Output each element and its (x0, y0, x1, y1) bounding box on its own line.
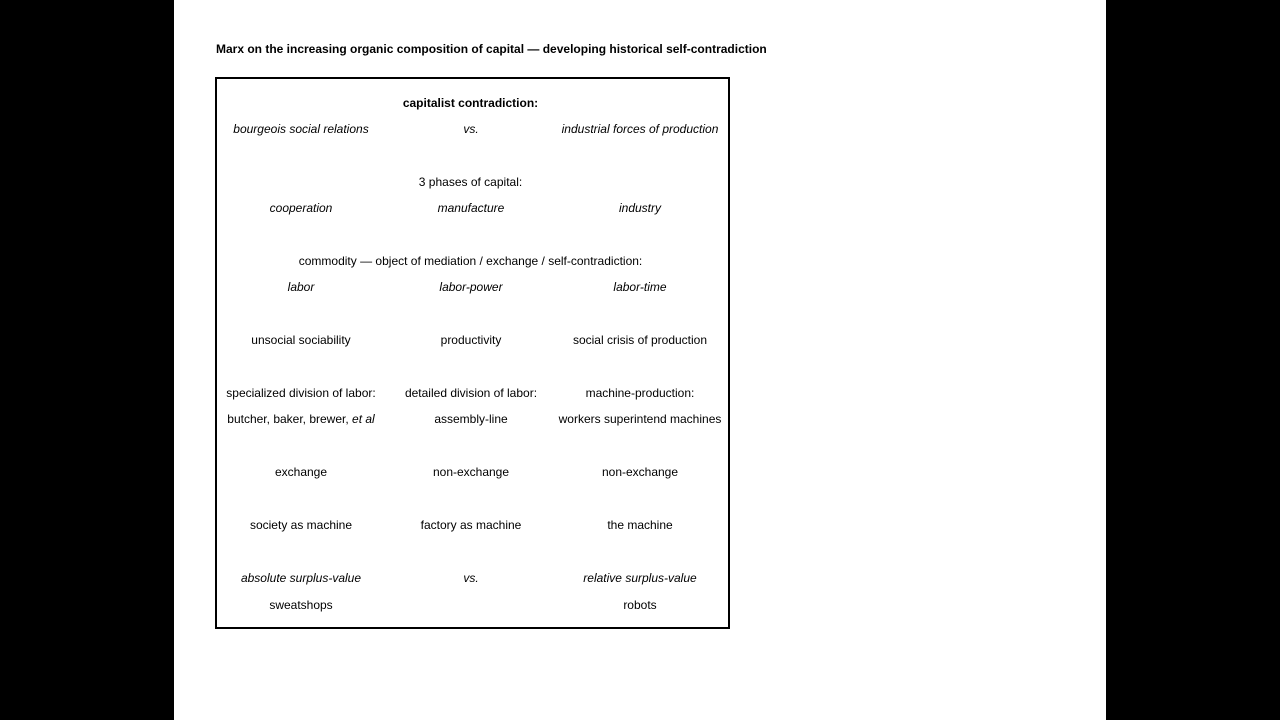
cell-detailed-division: detailed division of labor: (404, 386, 538, 400)
cell-productivity: productivity (440, 333, 502, 347)
cell-vs: vs. (463, 122, 479, 136)
cell-labor-time: labor-time (613, 280, 667, 294)
cell-labor: labor (287, 280, 315, 294)
cell-specialized-division: specialized division of labor: (226, 386, 376, 400)
slide-page (174, 0, 1106, 720)
cell-manufacture: manufacture (437, 201, 505, 215)
cell-labor-power: labor-power (439, 280, 503, 294)
cell-workers-superintend: workers superintend machines (558, 412, 722, 426)
cell-the-machine: the machine (607, 518, 673, 532)
cell-exchange: exchange (274, 465, 328, 479)
cell-bourgeois-relations: bourgeois social relations (233, 122, 369, 136)
phases-heading: 3 phases of capital: (418, 175, 523, 189)
contradiction-table (215, 77, 730, 629)
commodity-heading: commodity — object of mediation / exchange / self-contradiction: (298, 254, 643, 268)
capitalist-contradiction-heading: capitalist contradiction: (402, 96, 539, 110)
cell-et-al: et al (352, 412, 375, 426)
cell-robots: robots (623, 598, 657, 612)
cell-assembly-line: assembly-line (434, 412, 508, 426)
cell-butcher-baker-brewer-text: butcher, baker, brewer, (227, 412, 349, 426)
cell-absolute-surplus-value: absolute surplus-value (240, 571, 362, 585)
cell-machine-production: machine-production: (585, 386, 695, 400)
cell-vs-2: vs. (463, 571, 479, 585)
cell-society-as-machine: society as machine (249, 518, 353, 532)
cell-non-exchange-2: non-exchange (601, 465, 679, 479)
cell-unsocial-sociability: unsocial sociability (251, 333, 351, 347)
cell-relative-surplus-value: relative surplus-value (583, 571, 697, 585)
cell-industry: industry (618, 201, 662, 215)
cell-factory-as-machine: factory as machine (420, 518, 522, 532)
cell-cooperation: cooperation (269, 201, 333, 215)
cell-forces-of-production: industrial forces of production (561, 122, 719, 136)
cell-sweatshops: sweatshops (269, 598, 333, 612)
cell-social-crisis: social crisis of production (572, 333, 708, 347)
slide-title: Marx on the increasing organic composition of capital — developing historical self-contradiction (216, 42, 767, 56)
cell-non-exchange-1: non-exchange (432, 465, 510, 479)
